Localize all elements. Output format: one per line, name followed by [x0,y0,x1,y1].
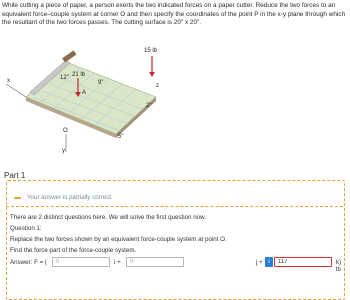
part-title: Part 1 [4,171,26,180]
point-O-label: O [63,128,68,134]
j-component-input[interactable] [126,257,184,267]
dim-5: 5" [118,134,124,140]
info-icon[interactable]: i [265,257,273,267]
y-axis-label: y [62,148,65,154]
i-component-input[interactable] [52,257,110,267]
intro-text: There are 2 distinct questions here. We will solve the first question now. [10,214,206,221]
k-component-input[interactable] [274,257,332,267]
force-15-label: 15 lb [144,48,158,54]
status-divider [6,206,343,207]
subinstruction-text: Find the force part of the force-couple system. [10,247,137,254]
instruction-text: Replace the two forces shown by an equivalent force-couple system at point O. [10,236,227,243]
x-axis-label: x [7,78,10,84]
z-axis-label: z [156,83,159,89]
answer-label: Answer: F = ( [10,259,47,266]
dim-2: 2" [146,103,152,109]
force-21-label: 21 lb [72,72,86,78]
j-unit: j + [256,259,263,266]
problem-statement: While cutting a piece of paper, a person exerts the two indicated forces on a paper cutter. Reduce the two forces to an equivalent force–couple system at corner O and then specify the coordinates of the point P in the x-y plane through which the resultant of the two forces passes. The cutting surface is 20" x 20". [2,2,346,27]
status-row [14,194,113,201]
paper-cutter-figure [6,42,196,154]
i-unit: i + [114,259,121,266]
dim-12: 12" [60,75,69,81]
status-message: Your answer is partially correct. [27,194,113,201]
point-A-label: A [82,90,87,96]
answer-row [10,257,343,273]
partial-status-icon [14,197,21,199]
question-label: Question 1: [10,225,42,232]
k-unit: k) lb [336,259,342,273]
dim-9: 9" [98,80,104,86]
